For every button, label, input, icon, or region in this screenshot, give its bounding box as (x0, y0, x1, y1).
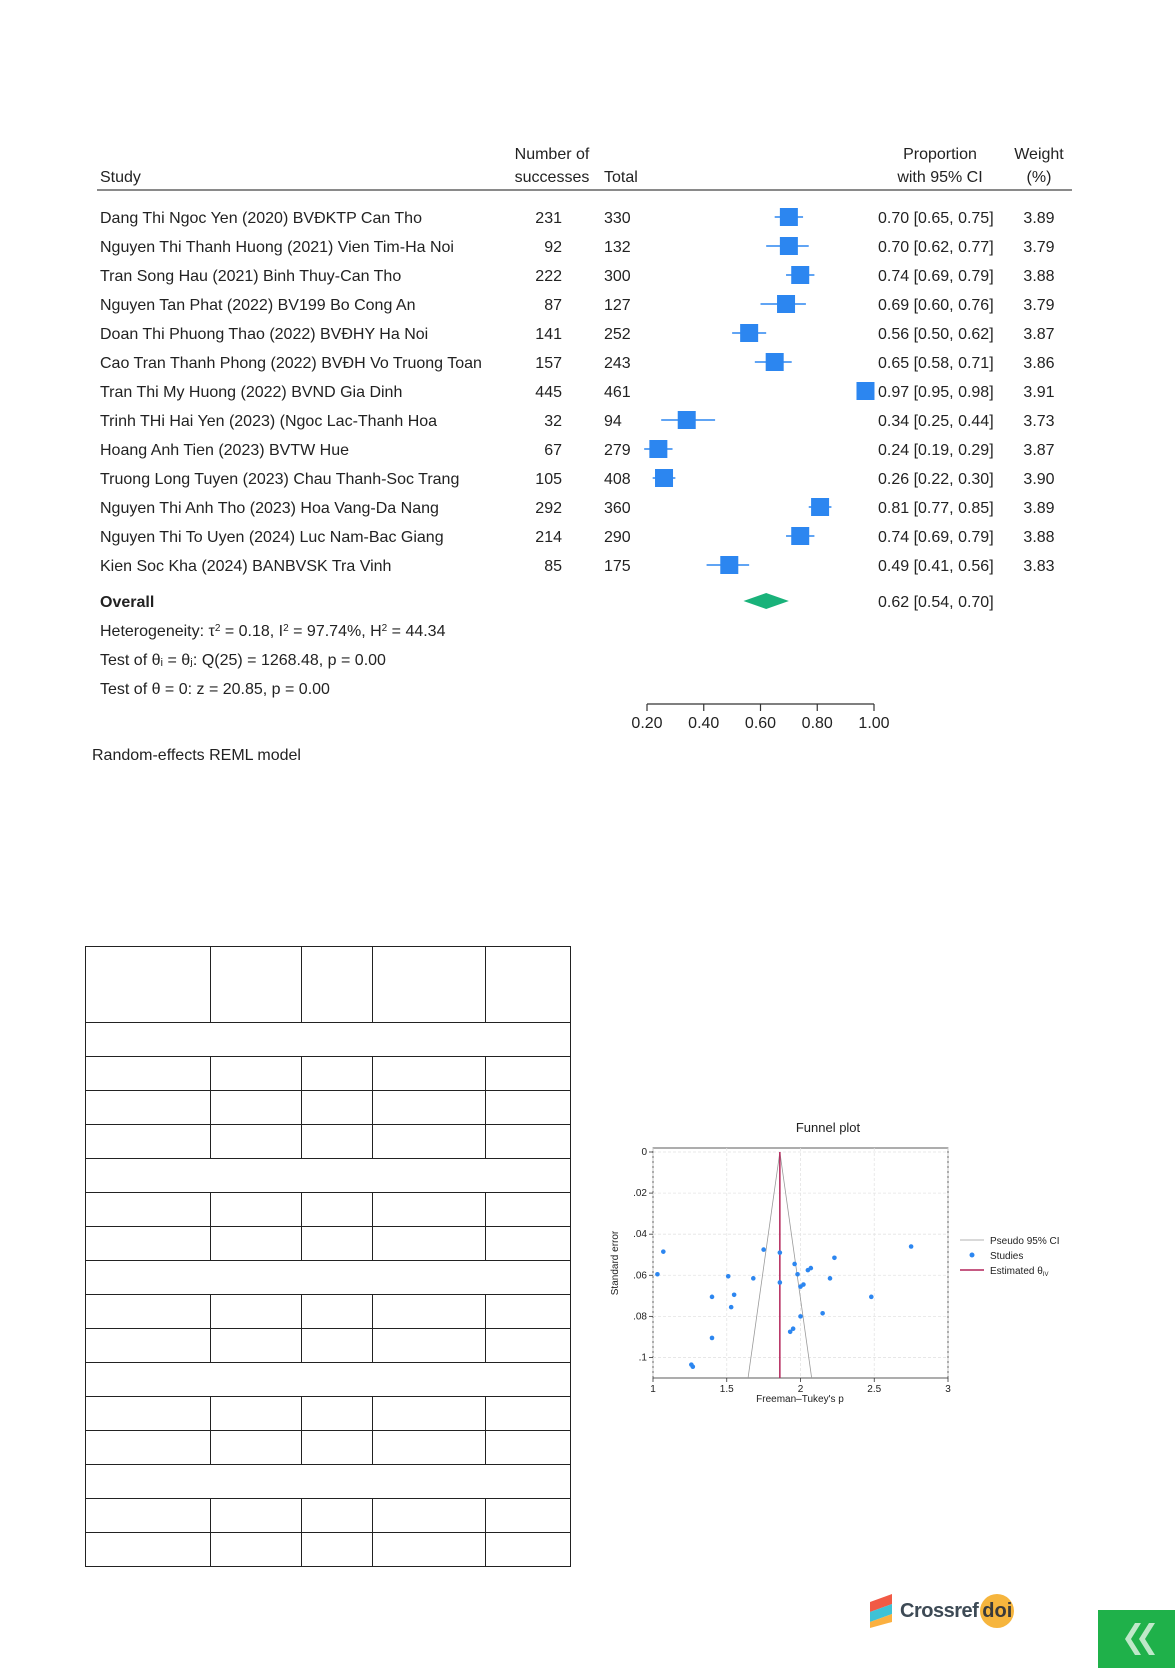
funnel-point (832, 1256, 837, 1261)
table-cell (211, 1431, 302, 1465)
study-weight: 3.88 (1023, 529, 1055, 546)
study-row (100, 556, 1055, 575)
funnel-point (761, 1247, 766, 1252)
table-row (86, 1295, 571, 1329)
forest-tick-label: 0.80 (801, 715, 833, 732)
table-row (86, 1329, 571, 1363)
study-successes: 105 (535, 471, 562, 488)
study-name: Cao Tran Thanh Phong (2022) BVĐH Vo Truong Toan (100, 355, 482, 372)
table-row (86, 1057, 571, 1091)
funnel-point (778, 1280, 783, 1285)
table-cell (302, 1329, 373, 1363)
table-cell (373, 1329, 486, 1363)
table-row (86, 947, 571, 1023)
table-row (86, 1193, 571, 1227)
study-weight: 3.86 (1023, 355, 1055, 372)
study-total: 94 (604, 413, 622, 430)
study-successes: 67 (544, 442, 562, 459)
table-cell (211, 1397, 302, 1431)
funnel-y-tick-label: .04 (633, 1229, 647, 1241)
table-cell (211, 1329, 302, 1363)
table-cell (211, 1125, 302, 1159)
header-total: Total (604, 169, 638, 186)
table-cell (486, 1091, 571, 1125)
table-cell (86, 1125, 211, 1159)
table-cell (86, 1533, 211, 1567)
study-weight: 3.73 (1023, 413, 1055, 430)
study-ci-text: 0.74 [0.69, 0.79] (878, 268, 994, 285)
study-row (100, 498, 1055, 517)
table-cell (302, 1533, 373, 1567)
table-cell (486, 1397, 571, 1431)
legend-studies-swatch (970, 1253, 975, 1258)
study-total: 461 (604, 384, 631, 401)
table-cell (373, 1397, 486, 1431)
funnel-ylabel: Standard error (610, 1230, 621, 1296)
study-successes: 85 (544, 558, 562, 575)
study-weight: 3.79 (1023, 239, 1055, 256)
table-cell (86, 1329, 211, 1363)
legend-estimated (990, 1266, 1048, 1278)
study-total: 279 (604, 442, 631, 459)
header-weight-1: Weight (1014, 146, 1064, 163)
header-successes-1: Number of (514, 146, 590, 163)
study-marker (655, 469, 673, 487)
test-theta-i: Test of θᵢ = θⱼ: Q(25) = 1268.48, p = 0.00 (100, 652, 386, 669)
model-label: Random-effects REML model (92, 747, 301, 764)
heterogeneity-h-eq: = 44.34 (387, 623, 446, 640)
forest-headers (100, 146, 1064, 186)
study-weight: 3.91 (1023, 384, 1055, 401)
table-cell (211, 1193, 302, 1227)
table-cell (302, 1057, 373, 1091)
funnel-point (655, 1272, 660, 1277)
table-row (86, 1227, 571, 1261)
table-cell (302, 1227, 373, 1261)
study-marker (856, 382, 874, 400)
forest-tick-label: 0.40 (688, 715, 720, 732)
funnel-plot (600, 1118, 1070, 1408)
study-ci-text: 0.97 [0.95, 0.98] (878, 384, 994, 401)
study-name: Nguyen Thi Anh Tho (2023) Hoa Vang-Da Nang (100, 500, 439, 517)
study-row (100, 382, 1055, 401)
funnel-point (820, 1311, 825, 1316)
table-cell (302, 1431, 373, 1465)
table-cell (86, 1431, 211, 1465)
table-cell (373, 947, 486, 1023)
study-ci-text: 0.65 [0.58, 0.71] (878, 355, 994, 372)
heterogeneity-rest: = 97.74%, H (288, 623, 382, 640)
legend-pseudo: Pseudo 95% CI (990, 1236, 1060, 1247)
funnel-x-tick-label: 2.5 (867, 1384, 882, 1395)
table-cell (86, 1091, 211, 1125)
table-cell (373, 1193, 486, 1227)
study-row (100, 324, 1055, 343)
funnel-point (710, 1336, 715, 1341)
heterogeneity-label: Heterogeneity: (100, 623, 209, 640)
table-cell (86, 1397, 211, 1431)
study-row (100, 266, 1055, 285)
crossref-word: Crossref (900, 1599, 979, 1622)
funnel-point (661, 1249, 666, 1254)
funnel-point (869, 1295, 874, 1300)
table-section-cell (86, 1363, 571, 1397)
funnel-x-tick-label: 3 (945, 1384, 951, 1395)
header-proportion-1: Proportion (903, 146, 977, 163)
table-cell (486, 1431, 571, 1465)
table-cell (486, 1125, 571, 1159)
study-name: Dang Thi Ngoc Yen (2020) BVĐKTP Can Tho (100, 210, 422, 227)
crossref-mark-icon (870, 1594, 896, 1628)
forest-plot (0, 0, 1175, 790)
study-total: 132 (604, 239, 631, 256)
study-ci-text: 0.69 [0.60, 0.76] (878, 297, 994, 314)
study-name: Nguyen Thi Thanh Huong (2021) Vien Tim-Ha Noi (100, 239, 454, 256)
table-cell (211, 1057, 302, 1091)
funnel-y-tick-label: .1 (638, 1352, 647, 1364)
table-cell (486, 1227, 571, 1261)
table-cell (302, 1091, 373, 1125)
study-weight: 3.89 (1023, 500, 1055, 517)
study-ci-text: 0.26 [0.22, 0.30] (878, 471, 994, 488)
table-cell (86, 1499, 211, 1533)
study-weight: 3.88 (1023, 268, 1055, 285)
study-marker (780, 237, 798, 255)
study-successes: 214 (535, 529, 562, 546)
study-ci-text: 0.56 [0.50, 0.62] (878, 326, 994, 343)
funnel-point (801, 1282, 806, 1287)
study-total: 408 (604, 471, 631, 488)
funnel-x-tick-label: 1 (650, 1384, 656, 1395)
study-row (100, 527, 1055, 546)
legend-estimated-sub: IV (1042, 1272, 1049, 1278)
header-successes-2: successes (514, 169, 590, 186)
heterogeneity-tau: τ (208, 623, 215, 640)
funnel-title: Funnel plot (795, 1120, 861, 1135)
funnel-point (909, 1244, 914, 1249)
funnel-point (798, 1314, 803, 1319)
double-chevron-left-icon (1115, 1621, 1159, 1657)
table-row (86, 1499, 571, 1533)
study-marker (791, 266, 809, 284)
study-weight: 3.87 (1023, 326, 1055, 343)
study-marker (649, 440, 667, 458)
study-row (100, 208, 1055, 227)
study-total: 300 (604, 268, 631, 285)
study-marker (780, 208, 798, 226)
funnel-x-tick-label: 2 (797, 1384, 804, 1395)
table-cell (373, 1295, 486, 1329)
table-row (86, 1261, 571, 1295)
study-marker (766, 353, 784, 371)
study-total: 175 (604, 558, 631, 575)
table-row (86, 1431, 571, 1465)
study-name: Tran Song Hau (2021) Binh Thuy-Can Tho (100, 268, 402, 285)
study-marker (678, 411, 696, 429)
table-cell (302, 1125, 373, 1159)
table-row (86, 1091, 571, 1125)
study-row (100, 353, 1055, 372)
study-row (100, 469, 1055, 488)
table-cell (373, 1057, 486, 1091)
table-section-cell (86, 1159, 571, 1193)
study-successes: 92 (544, 239, 562, 256)
study-ci-text: 0.74 [0.69, 0.79] (878, 529, 994, 546)
table-cell (486, 1533, 571, 1567)
study-successes: 292 (535, 500, 562, 517)
funnel-y-tick-label: .02 (633, 1188, 647, 1200)
study-total: 290 (604, 529, 631, 546)
study-ci-text: 0.24 [0.19, 0.29] (878, 442, 994, 459)
table-row (86, 1159, 571, 1193)
study-rows (100, 208, 1055, 575)
table-cell (486, 1499, 571, 1533)
study-successes: 141 (535, 326, 562, 343)
funnel-point (751, 1276, 756, 1281)
table-cell (211, 1091, 302, 1125)
table-cell (211, 1227, 302, 1261)
legend-estimated-label: Estimated θ (990, 1266, 1043, 1277)
table-section-cell (86, 1023, 571, 1057)
study-row (100, 440, 1055, 459)
study-marker (777, 295, 795, 313)
funnel-point (729, 1305, 734, 1310)
study-ci-text: 0.34 [0.25, 0.44] (878, 413, 994, 430)
table-cell (486, 1193, 571, 1227)
table-row (86, 1533, 571, 1567)
table-cell (86, 947, 211, 1023)
funnel-xlabel: Freeman–Tukey's p (756, 1394, 844, 1405)
table-cell (302, 1193, 373, 1227)
study-name: Truong Long Tuyen (2023) Chau Thanh-Soc Trang (100, 471, 460, 488)
study-row (100, 295, 1055, 314)
funnel-point (778, 1250, 783, 1255)
study-total: 330 (604, 210, 631, 227)
study-name: Trinh THi Hai Yen (2023) (Ngoc Lac-Thanh Hoa (100, 413, 438, 430)
funnel-point (828, 1276, 833, 1281)
table-cell (211, 1499, 302, 1533)
study-successes: 231 (535, 210, 562, 227)
funnel-point (691, 1364, 696, 1369)
forest-tick-label: 0.60 (744, 715, 777, 732)
study-weight: 3.89 (1023, 210, 1055, 227)
study-ci-text: 0.81 [0.77, 0.85] (878, 500, 994, 517)
legend-studies: Studies (990, 1251, 1024, 1262)
study-successes: 445 (535, 384, 562, 401)
funnel-point (792, 1262, 797, 1267)
study-name: Tran Thi My Huong (2022) BVND Gia Dinh (100, 384, 403, 401)
study-total: 127 (604, 297, 631, 314)
table-cell (486, 1057, 571, 1091)
forest-tick-label: 0.20 (631, 715, 663, 732)
table-cell (486, 947, 571, 1023)
study-successes: 87 (544, 297, 562, 314)
table-section-cell (86, 1465, 571, 1499)
overall-label: Overall (100, 594, 155, 611)
table-cell (302, 1499, 373, 1533)
heterogeneity: Heterogeneity: $\tau^2 = 0.18$, $I^2 = 97.74\%$, $H^2 = 44.34$ (100, 622, 446, 640)
funnel-y-tick-label: .08 (633, 1311, 647, 1323)
study-name: Nguyen Tan Phat (2022) BV199 Bo Cong An (100, 297, 416, 314)
table-cell (486, 1295, 571, 1329)
funnel-legend (960, 1236, 1060, 1278)
study-successes: 32 (544, 413, 562, 430)
table-cell (373, 1533, 486, 1567)
table-cell (302, 1295, 373, 1329)
study-row (100, 237, 1055, 256)
table-cell (373, 1091, 486, 1125)
table-cell (302, 947, 373, 1023)
overall-diamond (743, 593, 788, 609)
study-name: Doan Thi Phuong Thao (2022) BVĐHY Ha Noi (100, 326, 429, 343)
study-weight: 3.90 (1023, 471, 1055, 488)
study-weight: 3.83 (1023, 558, 1055, 575)
summary-table (85, 946, 571, 1567)
study-weight: 3.79 (1023, 297, 1055, 314)
table-cell (86, 1193, 211, 1227)
study-successes: 222 (535, 268, 562, 285)
table-cell (302, 1397, 373, 1431)
table-cell (211, 947, 302, 1023)
study-name: Nguyen Thi To Uyen (2024) Luc Nam-Bac Giang (100, 529, 444, 546)
study-marker (740, 324, 758, 342)
funnel-x-tick-label: 1.5 (719, 1384, 734, 1395)
doi-badge: doi (980, 1594, 1014, 1628)
study-total: 243 (604, 355, 631, 372)
table-section-cell (86, 1261, 571, 1295)
study-ci-text: 0.49 [0.41, 0.56] (878, 558, 994, 575)
study-marker (811, 498, 829, 516)
study-weight: 3.87 (1023, 442, 1055, 459)
table-cell (86, 1227, 211, 1261)
study-ci-text: 0.70 [0.62, 0.77] (878, 239, 994, 256)
forest-tick-label: 1.00 (858, 715, 890, 732)
forest-ticks (631, 704, 889, 732)
table-row (86, 1465, 571, 1499)
funnel-point (795, 1272, 800, 1277)
heterogeneity-tau-eq: = 0.18, I (220, 623, 284, 640)
next-page-button[interactable] (1098, 1610, 1175, 1668)
table-row (86, 1397, 571, 1431)
table-cell (373, 1227, 486, 1261)
table-cell (373, 1431, 486, 1465)
crossref-doi-logo (870, 1594, 1014, 1628)
study-marker (791, 527, 809, 545)
funnel-point (732, 1292, 737, 1297)
funnel-y-tick-label: 0 (641, 1147, 647, 1158)
study-total: 252 (604, 326, 631, 343)
funnel-point (726, 1274, 731, 1279)
study-row (100, 411, 1055, 430)
header-weight-2: (%) (1026, 169, 1052, 186)
table-cell (486, 1329, 571, 1363)
study-marker (720, 556, 738, 574)
header-study: Study (100, 169, 141, 186)
test-theta-0: Test of θ = 0: z = 20.85, p = 0.00 (100, 681, 330, 698)
table-row (86, 1125, 571, 1159)
table-cell (373, 1499, 486, 1533)
table-cell (211, 1295, 302, 1329)
table-cell (86, 1057, 211, 1091)
table-cell (86, 1295, 211, 1329)
funnel-point (791, 1326, 796, 1331)
overall-ci: 0.62 [0.54, 0.70] (878, 594, 994, 611)
table-row (86, 1363, 571, 1397)
header-proportion-2: with 95% CI (897, 169, 983, 186)
study-name: Kien Soc Kha (2024) BANBVSK Tra Vinh (100, 558, 392, 575)
funnel-y-tick-label: .06 (633, 1270, 647, 1282)
study-total: 360 (604, 500, 631, 517)
study-successes: 157 (535, 355, 562, 372)
study-name: Hoang Anh Tien (2023) BVTW Hue (100, 442, 350, 459)
table-row (86, 1023, 571, 1057)
table-cell (211, 1533, 302, 1567)
funnel-point (809, 1266, 814, 1271)
study-ci-text: 0.70 [0.65, 0.75] (878, 210, 994, 227)
table-cell (373, 1125, 486, 1159)
funnel-point (710, 1295, 715, 1300)
